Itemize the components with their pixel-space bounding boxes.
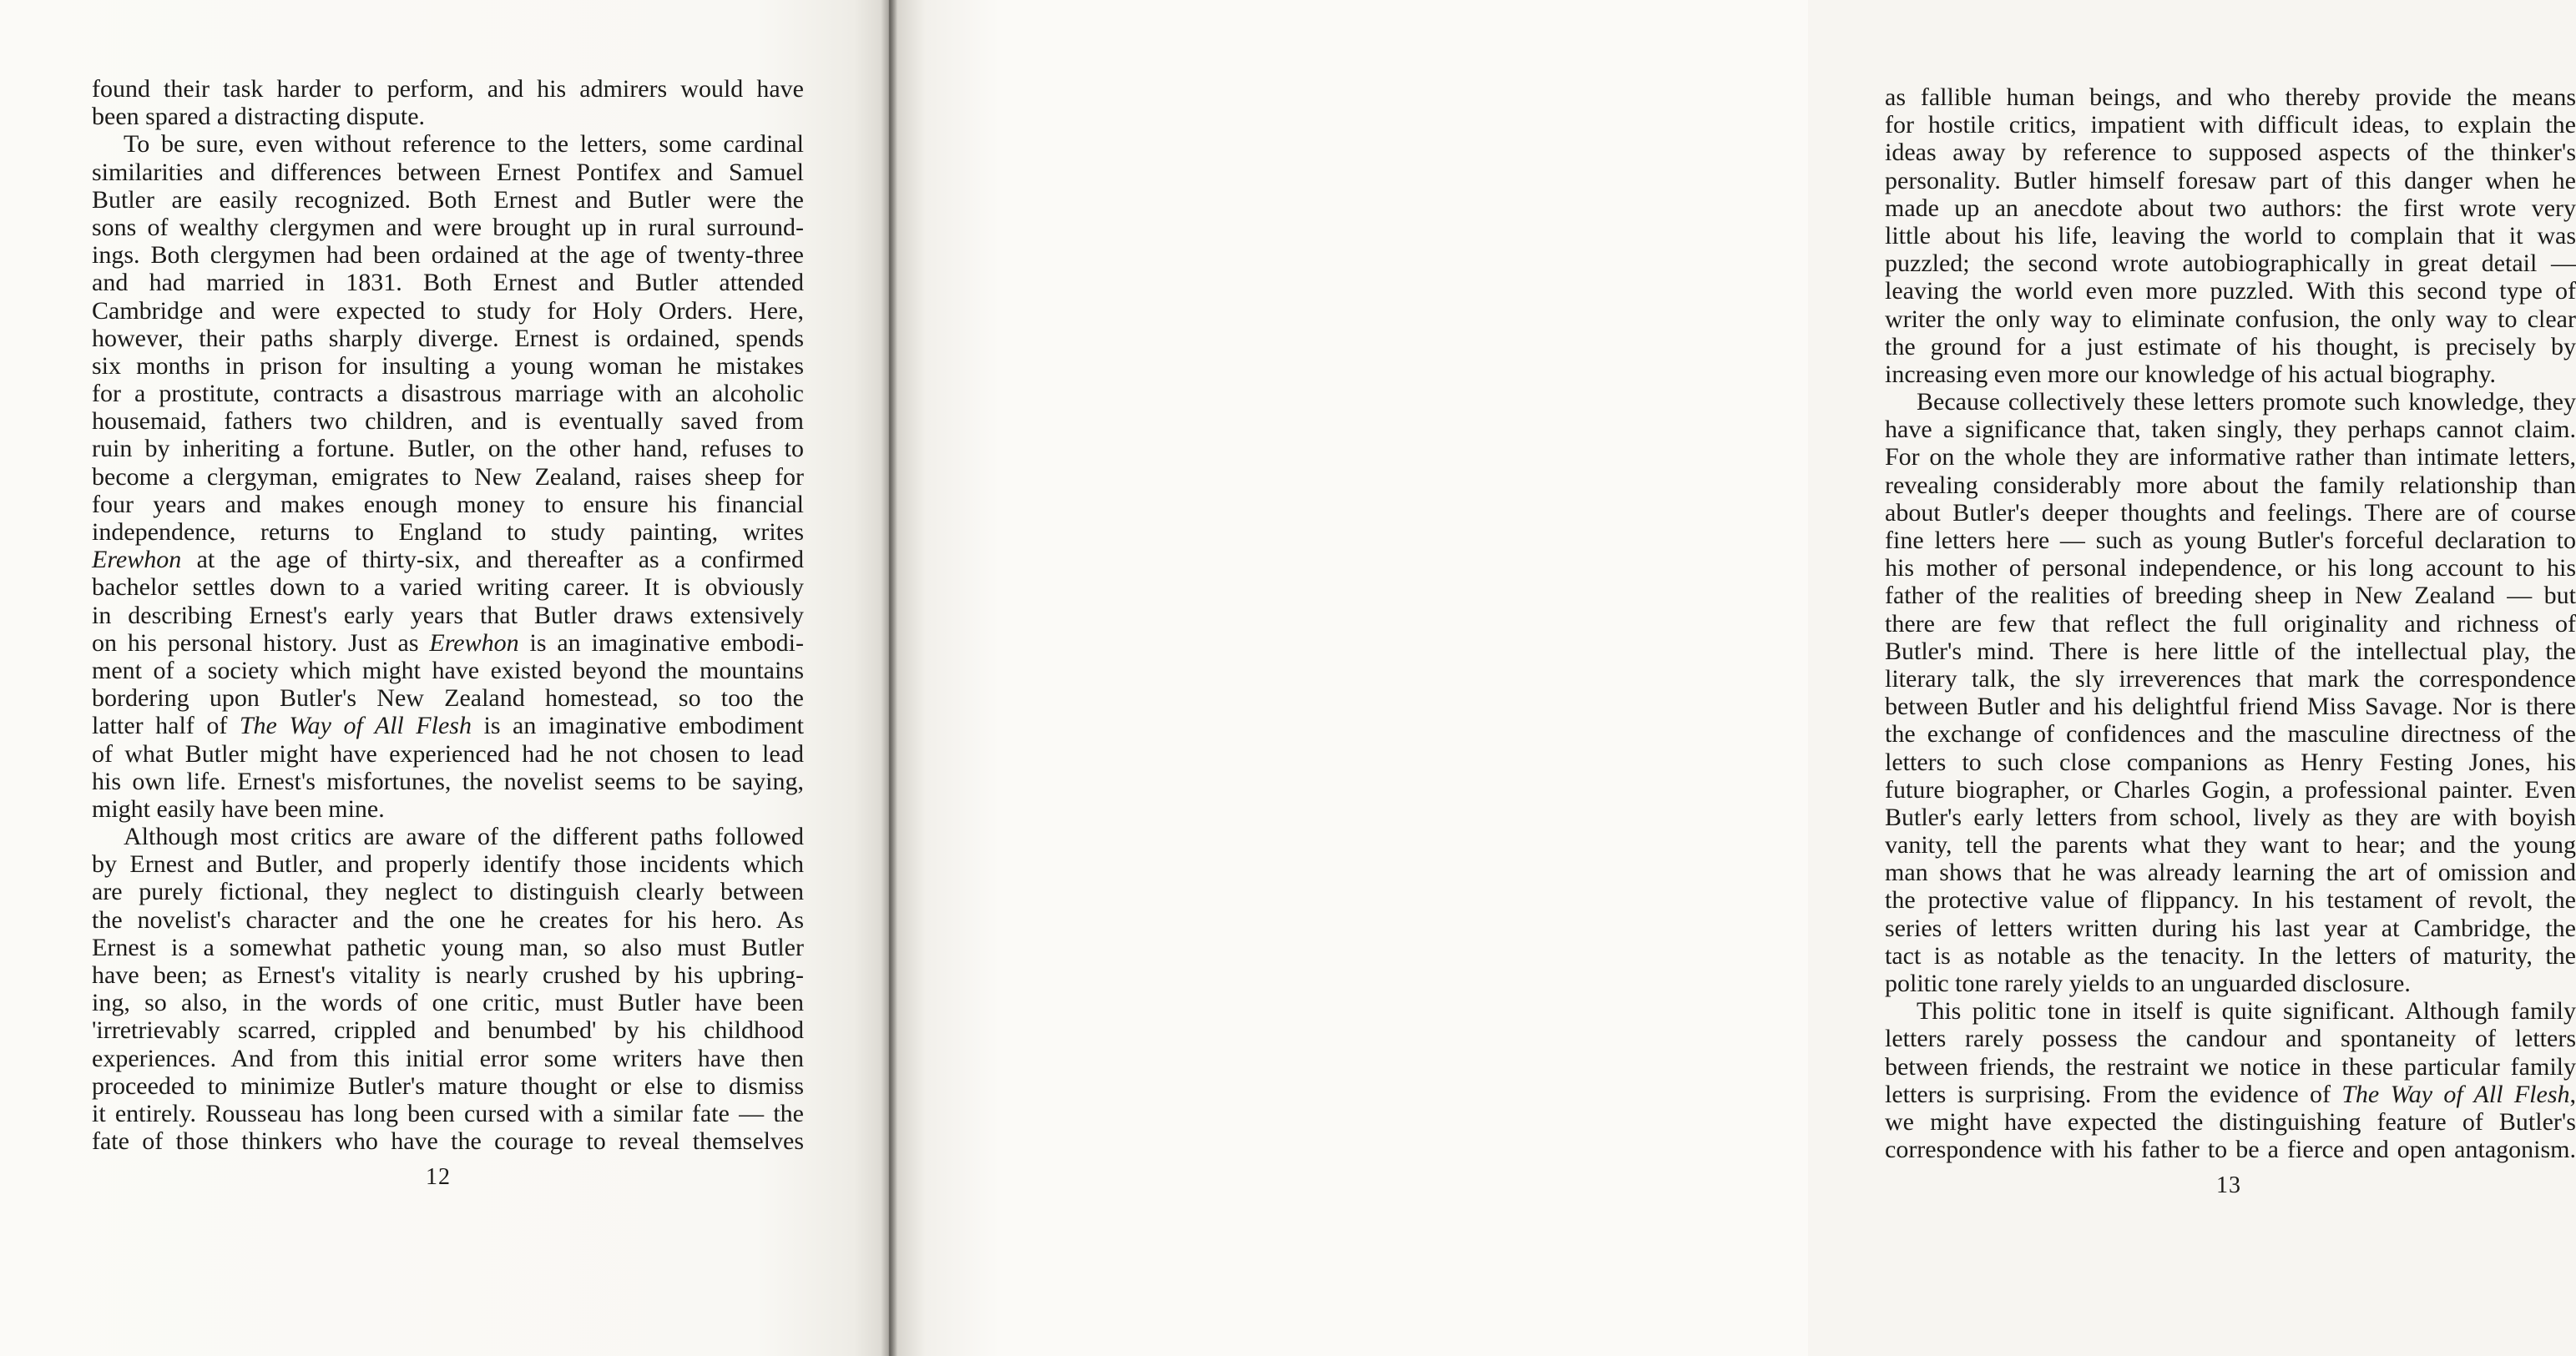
left-page-line: latter half of The Way of All Flesh is an imaginative embodiment [92, 712, 804, 740]
right-page-line: letters rarely possess the candour and spontaneity of letters [1885, 1025, 2576, 1053]
left-page-line: Cambridge and were expected to study for Holy Orders. Here, [92, 296, 804, 325]
right-page-line: puzzled; the second wrote autobiographically in great detail — [1885, 250, 2576, 278]
left-page-line: it entirely. Rousseau has long been cursed with a similar fate — the [92, 1099, 804, 1127]
left-page-line: housemaid, fathers two children, and is eventually saved from [92, 407, 804, 436]
left-page-text [92, 75, 804, 1155]
left-page-line: become a clergyman, emigrates to New Zealand, raises sheep for [92, 462, 804, 491]
right-page-line: literary talk, the sly irreverences that mark the correspondence [1885, 664, 2576, 693]
right-page-line: made up an anecdote about two authors: the first wrote very [1885, 194, 2576, 222]
left-page-line: have been; as Ernest's vitality is nearly crushed by his upbring- [92, 961, 804, 989]
right-page-line: between friends, the restraint we notice in these particular family [1885, 1052, 2576, 1081]
left-page-line: six months in prison for insulting a young woman he mistakes [92, 351, 804, 380]
right-page-line: little about his life, leaving the world to complain that it was [1885, 221, 2576, 250]
left-page-line: Although most critics are aware of the different paths followed [124, 823, 804, 851]
right-page-line: we might have expected the distinguishing feature of Butler's [1885, 1107, 2576, 1136]
right-page-line: increasing even more our knowledge of his actual biography. [1885, 360, 2496, 388]
left-page-line: found their task harder to perform, and his admirers would have [92, 75, 804, 103]
left-page [0, 0, 889, 1356]
left-page-line: on his personal history. Just as Erewhon is an imaginative embodi- [92, 628, 805, 657]
left-page-line: the novelist's character and the one he creates for his hero. As [92, 905, 804, 934]
left-page-line: four years and makes enough money to ensure his financial [92, 490, 804, 518]
left-page-line: ings. Both clergymen had been ordained at the age of twenty-three [92, 241, 804, 270]
left-page-line: experiences. And from this initial error some writers have then [92, 1044, 804, 1072]
right-page-line: revealing considerably more about the family relationship than [1885, 471, 2576, 499]
right-page-line: personality. Butler himself foresaw part of this danger when he [1885, 166, 2576, 194]
right-page-line: the ground for a just estimate of his thought, is precisely by [1885, 332, 2576, 360]
right-page-line: man shows that he was already learning the art of omission and [1885, 859, 2576, 887]
page-number-right: 13 [2216, 1172, 2241, 1198]
left-page-line: however, their paths sharply diverge. Ernest is ordained, spends [92, 324, 804, 352]
left-page-line: been spared a distracting dispute. [92, 103, 426, 131]
right-page-line: fine letters here — such as young Butler's forceful declaration to [1885, 527, 2576, 554]
right-page [889, 0, 2576, 1356]
right-page-line: tact is as notable as the tenacity. In the letters of maturity, the [1885, 941, 2576, 970]
left-page-line: his own life. Ernest's misfortunes, the novelist seems to be saying, [92, 767, 804, 795]
left-page-line: fate of those thinkers who have the courage to reveal themselves [92, 1127, 804, 1156]
right-page-line: vanity, tell the parents what they want to hear; and the young [1885, 831, 2576, 859]
right-page-line: future biographer, or Charles Gogin, a professional painter. Even [1885, 775, 2576, 804]
left-page-line: Ernest is a somewhat pathetic young man, so also must Butler [92, 933, 804, 961]
left-page-line: similarities and differences between Ernest Pontifex and Samuel [92, 158, 804, 186]
right-page-line: father of the realities of breeding sheep in New Zealand — but [1885, 582, 2576, 610]
right-page-line: between Butler and his delightful friend Miss Savage. Nor is there [1885, 693, 2576, 721]
left-page-line: bordering upon Butler's New Zealand homestead, so too the [92, 684, 804, 713]
left-page-line: sons of wealthy clergymen and were brought up in rural surround- [92, 213, 804, 241]
right-page-line: there are few that reflect the full originality and richness of [1885, 609, 2576, 638]
left-page-line: ruin by inheriting a fortune. Butler, on the other hand, refuses to [92, 435, 804, 463]
left-page-line: are purely fictional, they neglect to distinguish clearly between [92, 878, 804, 906]
left-page-line: independence, returns to England to study painting, writes [92, 518, 804, 546]
left-page-line: for a prostitute, contracts a disastrous marriage with an alcoholic [92, 380, 804, 408]
left-page-line: bachelor settles down to a varied writing career. It is obviously [92, 573, 804, 602]
right-page-line: for hostile critics, impatient with difficult ideas, to explain the [1885, 111, 2576, 139]
right-page-line: the protective value of flippancy. In his testament of revolt, the [1885, 886, 2576, 915]
left-page-line: ment of a society which might have existed beyond the mountains [92, 656, 804, 684]
left-page-line: in describing Ernest's early years that Butler draws extensively [92, 601, 804, 629]
right-page-line: as fallible human beings, and who thereby provide the means [1885, 83, 2576, 111]
left-page-line: Erewhon at the age of thirty-six, and thereafter as a confirmed [92, 546, 804, 574]
right-page-line: correspondence with his father to be a fierce and open antagonism. [1885, 1136, 2576, 1164]
page-number-left: 12 [426, 1164, 451, 1190]
right-page-line: Butler's early letters from school, lively as they are with boyish [1885, 803, 2576, 831]
right-page-text [1885, 83, 2576, 1163]
right-page-line: series of letters written during his last year at Cambridge, the [1885, 914, 2576, 942]
right-page-line: letters to such close companions as Henry Festing Jones, his [1885, 748, 2576, 776]
left-page-line: To be sure, even without reference to the letters, some cardinal [124, 130, 804, 159]
right-page-line: Because collectively these letters promote such knowledge, they [1917, 388, 2576, 416]
left-page-line: of what Butler might have experienced had he not chosen to lead [92, 739, 804, 768]
right-page-line: ideas away by reference to supposed aspects of the thinker's [1885, 139, 2576, 167]
right-page-line: This politic tone in itself is quite significant. Although family [1917, 997, 2576, 1026]
right-page-line: leaving the world even more puzzled. With this second type of [1885, 277, 2576, 305]
left-page-line: ing, so also, in the words of one critic, must Butler have been [92, 989, 804, 1017]
right-page-line: have a significance that, taken singly, they perhaps cannot claim. [1885, 416, 2576, 444]
left-page-line: 'irretrievably scarred, crippled and benumbed' by his childhood [92, 1016, 804, 1045]
right-page-line: about Butler's deeper thoughts and feelings. There are of course [1885, 498, 2576, 527]
right-page-line: politic tone rarely yields to an unguarded disclosure. [1885, 970, 2411, 997]
left-page-line: proceeded to minimize Butler's mature thought or else to dismiss [92, 1071, 804, 1100]
right-page-line: writer the only way to eliminate confusion, the only way to clear [1885, 305, 2576, 333]
left-page-line: by Ernest and Butler, and properly identify those incidents which [92, 850, 804, 879]
right-page-line: his mother of personal independence, or his long account to his [1885, 554, 2576, 582]
right-page-line: For on the whole they are informative rather than intimate letters, [1885, 443, 2576, 471]
left-page-line: and had married in 1831. Both Ernest and Butler attended [92, 269, 804, 297]
right-page-line: the exchange of confidences and the masculine directness of the [1885, 720, 2576, 749]
right-page-line: letters is surprising. From the evidence of The Way of All Flesh, [1885, 1080, 2576, 1108]
left-page-line: might easily have been mine. [92, 794, 385, 823]
right-page-line: Butler's mind. There is here little of the intellectual play, the [1885, 637, 2576, 665]
book-gutter [881, 0, 897, 1356]
left-page-line: Butler are easily recognized. Both Ernest and Butler were the [92, 185, 804, 214]
